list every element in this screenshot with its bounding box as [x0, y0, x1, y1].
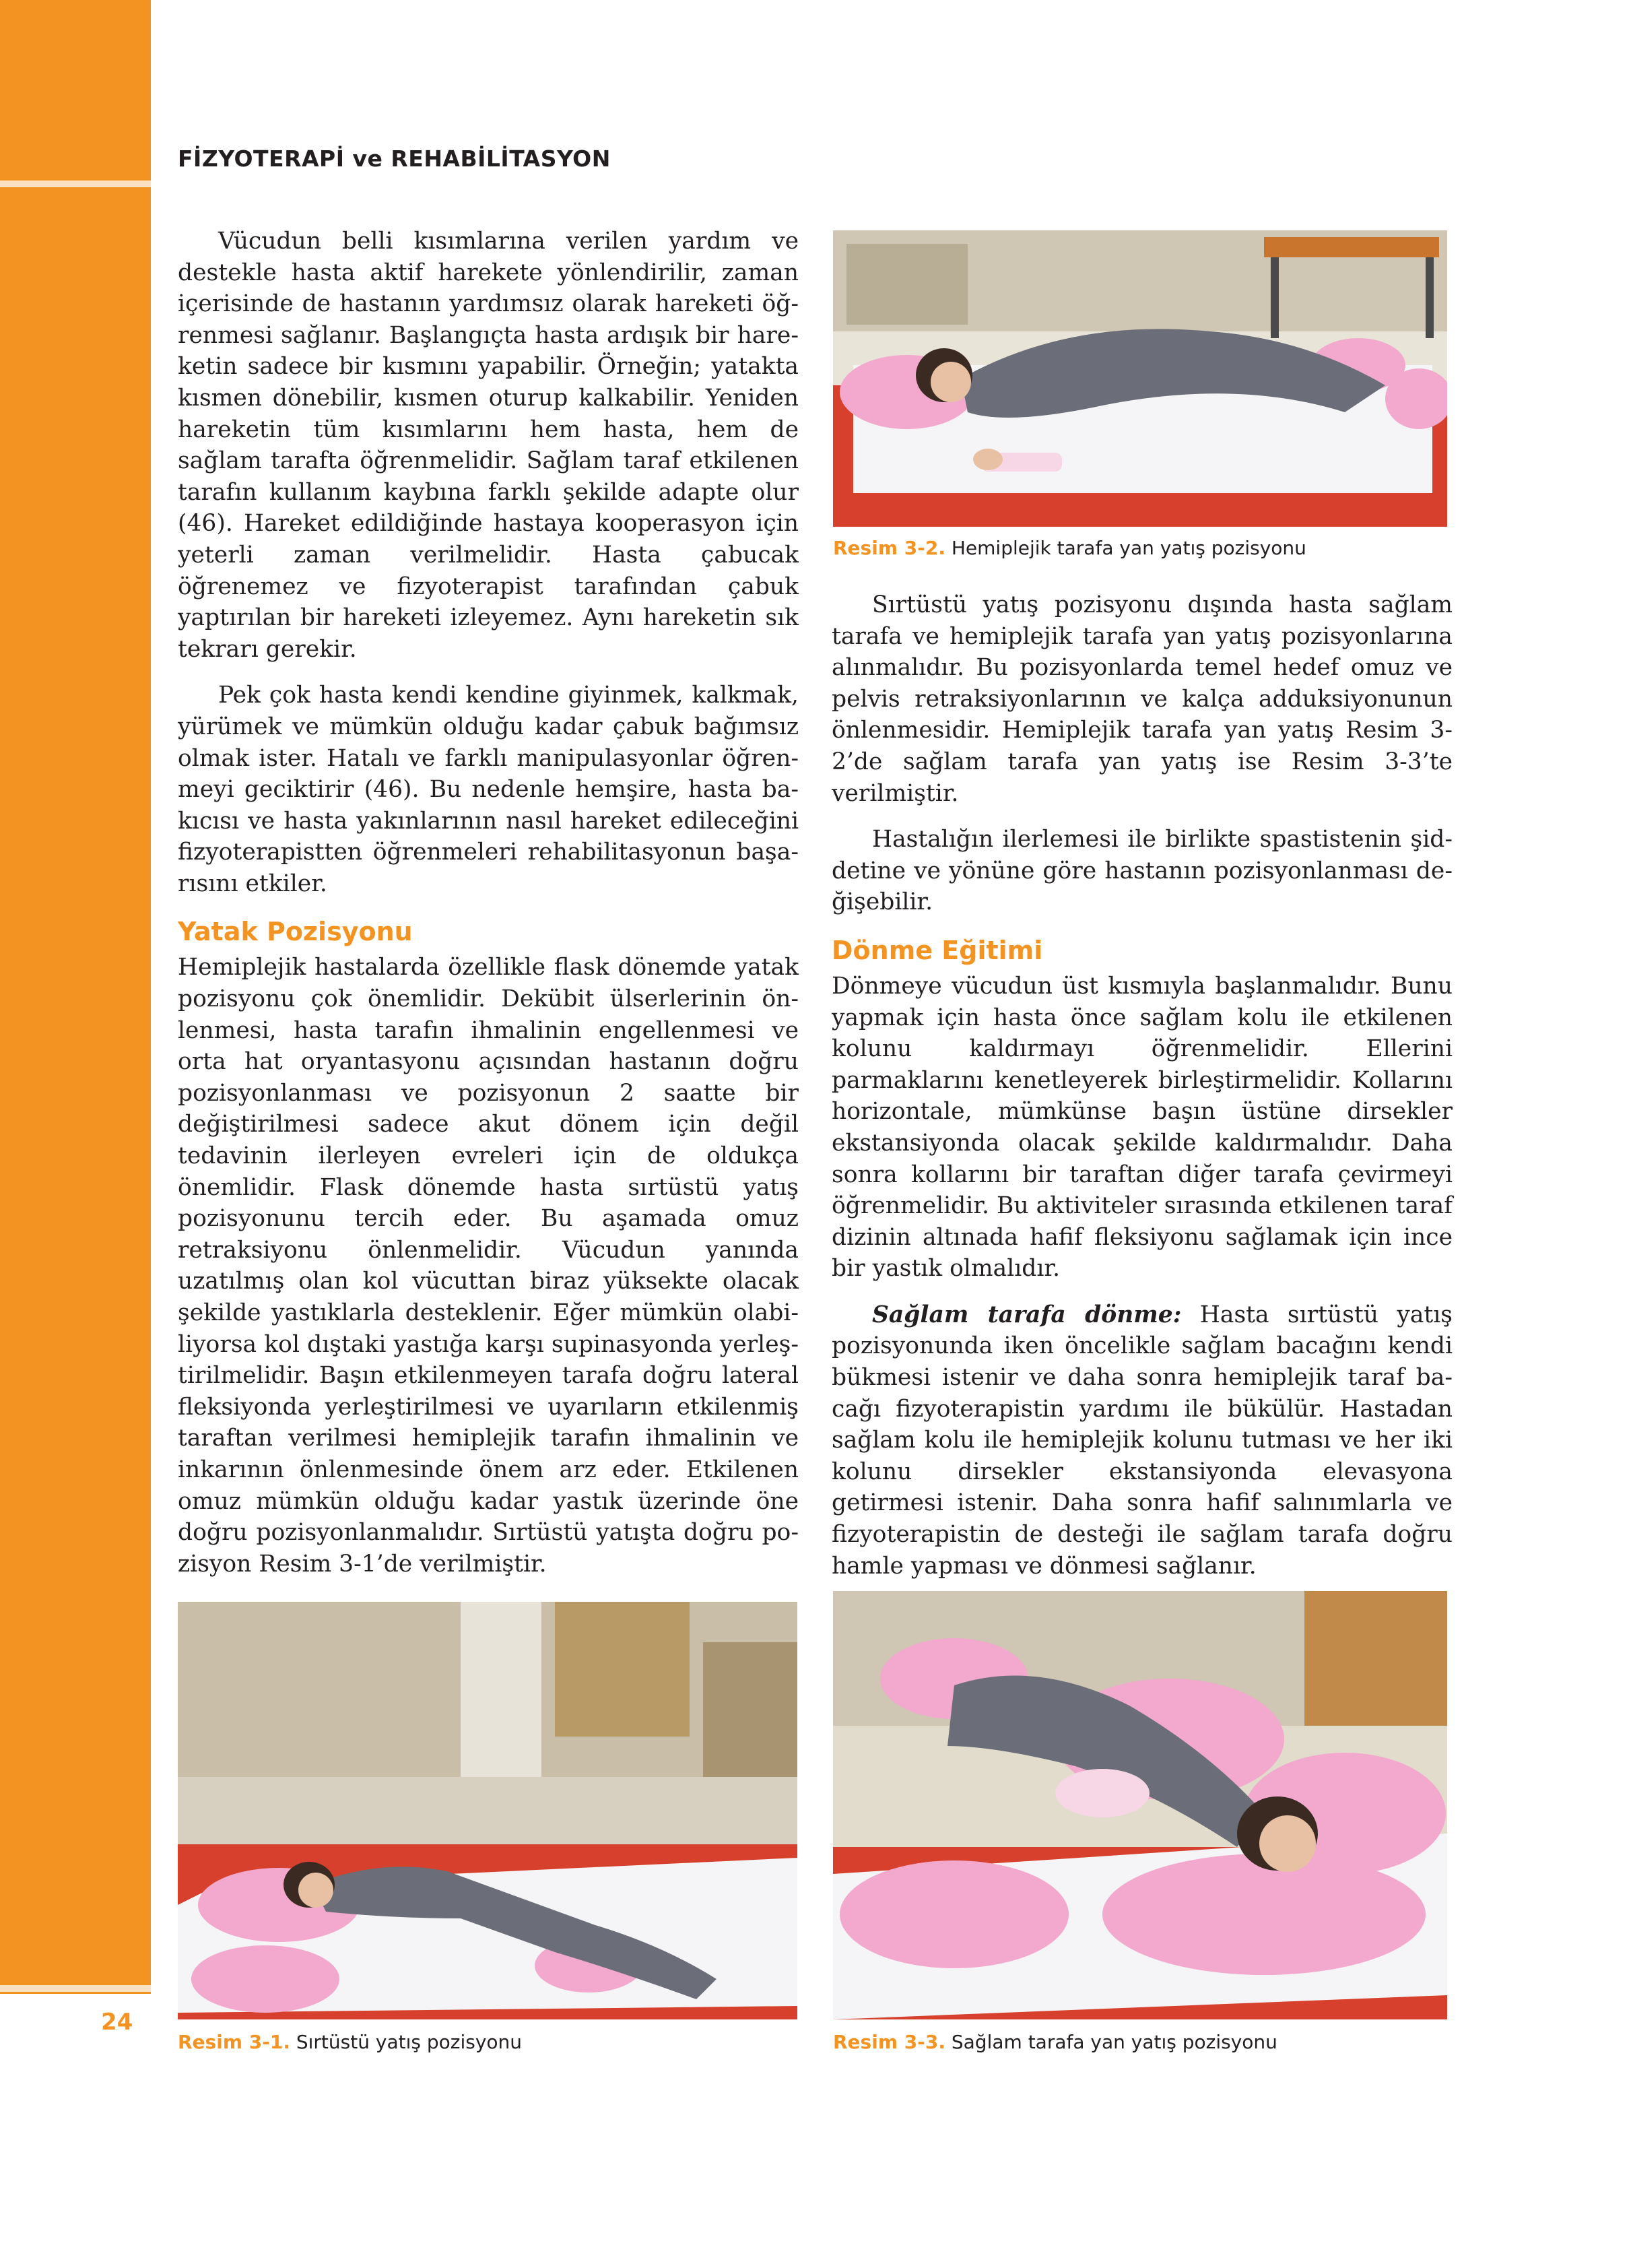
paragraph: Pek çok hasta kendi kendine giyinmek, kalkmak, yürümek ve mümkün olduğu kadar çabuk bağımsız olmak ister. Hatalı ve farklı manipulasyonlar öğrenmeyi geciktirir (46). Bu nedenle hemşire, hasta bakıcısı ve hasta yakınlarının nasıl hareket edileceğini fizyoterapistten öğrenmeleri rehabilitasyonun başarısını etkiler.: [178, 682, 799, 897]
photo-resim-3-1: [178, 1602, 797, 2019]
caption-text: Sağlam tarafa yan yatış pozisyonu: [945, 2031, 1277, 2053]
caption-label: Resim 3-1.: [178, 2031, 290, 2053]
photo-illustration: [833, 230, 1447, 527]
caption-resim-3-2: [833, 537, 1306, 559]
caption-label: Resim 3-3.: [833, 2031, 945, 2053]
section-title-yatak: Yatak Pozisyonu: [178, 917, 413, 947]
photo-illustration: [178, 1602, 797, 2019]
caption-text: Sırtüstü yatış pozisyonu: [290, 2031, 523, 2053]
caption-resim-3-3: [833, 2031, 1277, 2053]
left-column: [178, 226, 799, 1594]
photo-resim-3-2: [833, 230, 1447, 527]
paragraph: Vücudun belli kısımlarına verilen yardım ve destekle hasta aktif harekete yönlendirilir, zaman içerisinde de hastanın yardımsız olarak hareketi öğrenmesi sağlanır. Başlangıçta hasta ardışık bir hareketin sadece bir kısmını yapabilir. Örneğin; yatakta kısmen dönebilir, kısmen oturup kalkabilir. Yeniden hareketin tüm kısımlarını hem hasta, hem de sağlam tarafta öğrenmelidir. Sağlam taraf etkilenen tarafın kullanım kaybına farklı şekilde adapte olur (46). Hareket edildiğinde hastaya kooperasyon için yeterli zaman verilmelidir. Hasta çabucak öğrenemez ve fizyoterapist tarafından çabuk yaptırılan bir hareketi izleyemez. Aynı hareketin sık tekrarı gerekir.: [178, 228, 799, 663]
caption-text: Hemiplejik tarafa yan yatış pozisyonu: [945, 537, 1306, 559]
paragraph: Hastalığın ilerlemesi ile birlikte spastistenin şiddetine ve yönüne göre hastanın pozisyonlanması değişebilir.: [832, 826, 1453, 916]
right-column: [832, 589, 1453, 1596]
paragraph-body: Hasta sırtüstü yatış pozisyonunda iken öncelikle sağlam bacağını kendi bükmesi istenir ve daha sonra hemiplejik taraf bacağı fizyoterapistin yardımı ile bükülür. Hastadan sağlam kolu ile hemiplejik kolunu tutması ve her iki kolunu dirsekler ekstansiyonda elevasyona getirmesi istenir. Daha sonra hafif salınımlarla ve fizyoterapistin de desteği ile sağlam tarafa doğru hamle yapması ve dönmesi sağlanır.: [832, 1301, 1453, 1580]
band-divider-bottom: [0, 1985, 151, 1992]
caption-resim-3-1: [178, 2031, 522, 2053]
photo-illustration: [833, 1591, 1447, 2019]
band-divider-top: [0, 181, 151, 187]
caption-label: Resim 3-2.: [833, 537, 945, 559]
page-number: 24: [101, 2009, 133, 2036]
paragraph: Sırtüstü yatış pozisyonu dışında hasta sağlam tarafa ve hemiplejik tarafa yan yatış pozisyonlarına alınmalıdır. Bu pozisyonlarda temel hedef omuz ve pelvis retraksiyonlarının ve kalça adduksiyonunun önlenmesidir. Hemiplejik tarafa yan yatış Resim 3-2’de sağlam tarafa yan yatış ise Resim 3-3’te verilmiştir.: [832, 591, 1453, 807]
photo-resim-3-3: [833, 1591, 1447, 2019]
section-title-donme: Dönme Eğitimi: [832, 935, 1043, 965]
bold-lead: Sağlam tarafa dönme:: [872, 1301, 1182, 1328]
side-color-band: [0, 0, 151, 1994]
paragraph-with-bold-lead: [832, 1299, 1453, 1582]
running-head: FİZYOTERAPİ ve REHABİLİTASYON: [178, 145, 611, 172]
paragraph: Dönmeye vücudun üst kısmıyla başlanmalıdır. Bunu yapmak için hasta önce sağlam kolu ile etkilenen kolunu kaldırmayı öğrenmelidir. Ellerini parmaklarını kenetleyerek birleştirmelidir. Kollarını horizontale, mümkünse başın üstüne dirsekler ekstansiyonda olacak şekilde kaldırmalıdır. Daha sonra kollarını bir taraftan diğer tarafa çevirmeyi öğrenmelidir. Bu aktiviteler sırasında etkilenen taraf dizinin altınada hafif fleksiyonu sağlamak için ince bir yastık olmalıdır.: [832, 972, 1453, 1283]
paragraph: Hemiplejik hastalarda özellikle flask dönemde yatak pozisyonu çok önemlidir. Dekübit ülserlerinin önlenmesi, hasta tarafın ihmalinin engellenmesi ve orta hat oryantasyonu açısından hastanın doğru pozisyonlanması ve pozisyonun 2 saatte bir değiştirilmesi sadece akut dönem için değil tedavinin ilerleyen evreleri için de oldukça önemlidir. Flask dönemde hasta sırtüstü yatış pozisyonunu tercih eder. Bu aşamada omuz retraksiyonu önlenmelidir. Vücudun yanında uzatılmış olan kol vücuttan biraz yüksekte olacak şekilde yastıklarla desteklenir. Eğer mümkün olabiliyorsa kol dıştaki yastığa karşı supinasyonda yerleştirilmelidir. Başın etkilenmeyen tarafa doğru lateral fleksiyonda yerleştirilmesi ve uyarıların etkilenmiş taraftan verilmesi hemiplejik tarafın ihmalinin ve inkarının önlenmesinde önem arz eder. Etkilenen omuz mümkün olduğu kadar yastık üzerinde öne doğru pozisyonlanmalıdır. Sırtüstü yatışta doğru pozisyon Resim 3-1’de verilmiştir.: [178, 954, 799, 1578]
